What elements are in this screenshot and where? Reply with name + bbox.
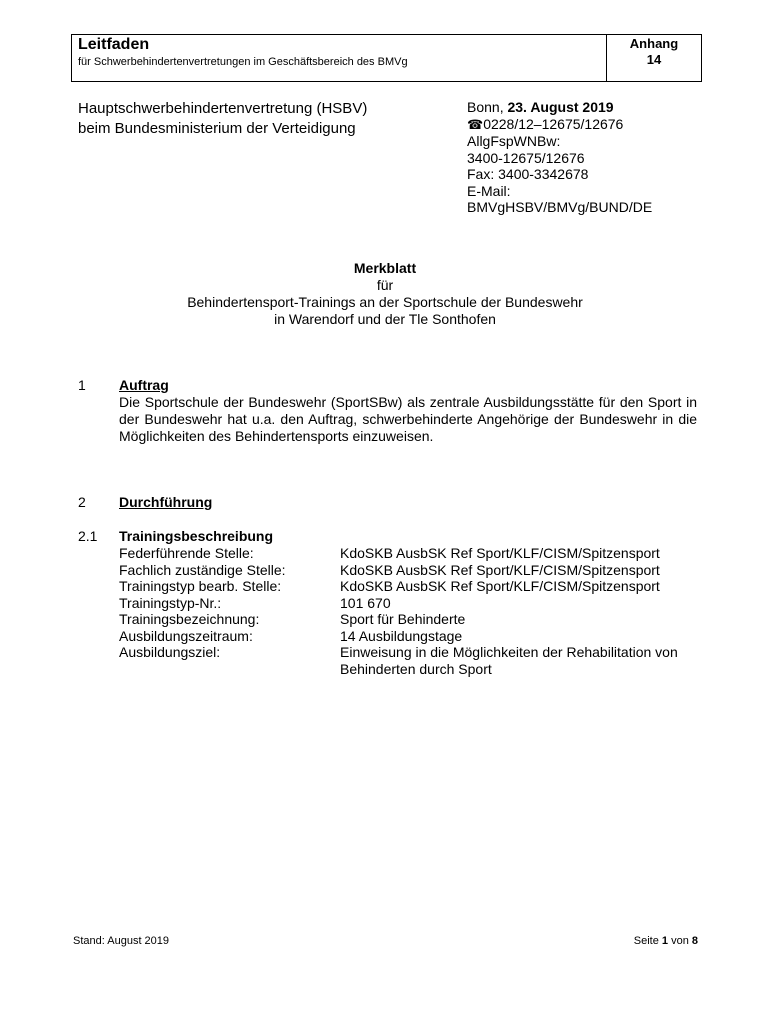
document-heading bbox=[0, 260, 770, 328]
row-value: KdoSKB AusbSK Ref Sport/KLF/CISM/Spitzensport bbox=[340, 545, 660, 561]
email-label: E-Mail: bbox=[467, 182, 511, 199]
row-value: KdoSKB AusbSK Ref Sport/KLF/CISM/Spitzensport bbox=[340, 578, 660, 594]
footer-page-number bbox=[634, 935, 698, 947]
annex-number: 14 bbox=[646, 52, 662, 67]
table-row bbox=[119, 545, 700, 562]
place-date-line bbox=[467, 99, 652, 116]
row-value: Einweisung in die Möglichkeiten der Rehabilitation von Behinderten durch Sport bbox=[340, 644, 678, 677]
page-total: 8 bbox=[691, 935, 698, 947]
table-row bbox=[119, 562, 700, 579]
section-1-number: 1 bbox=[78, 377, 86, 393]
allg-label: AllgFspWNBw: bbox=[467, 133, 561, 149]
table-row bbox=[119, 628, 700, 645]
table-row bbox=[119, 595, 700, 612]
sender-line-1: Hauptschwerbehindertenvertretung (HSBV) bbox=[78, 100, 368, 117]
row-value: 14 Ausbildungstage bbox=[340, 627, 463, 644]
heading-line-2: Behindertensport-Trainings an der Sportschule der Bundeswehr bbox=[187, 294, 583, 310]
section-1-title: Auftrag bbox=[119, 377, 169, 393]
section-2-1-title: Trainingsbeschreibung bbox=[119, 528, 274, 544]
row-value: Sport für Behinderte bbox=[340, 611, 466, 627]
fax: Fax: 3400-3342678 bbox=[467, 166, 589, 182]
row-key: Trainingsbezeichnung: bbox=[119, 611, 260, 627]
row-key: Ausbildungsziel: bbox=[119, 644, 221, 660]
contact-block bbox=[467, 99, 652, 216]
training-description-table bbox=[119, 545, 700, 677]
footer-stand: Stand: August 2019 bbox=[73, 935, 170, 947]
header-subtitle: für Schwerbehindertenvertretungen im Geschäftsbereich des BMVg bbox=[78, 56, 408, 68]
row-key: Fachlich zuständige Stelle: bbox=[119, 561, 286, 578]
phone-line bbox=[467, 116, 652, 134]
header-divider bbox=[606, 34, 607, 82]
row-value: KdoSKB AusbSK Ref Sport/KLF/CISM/Spitzensport bbox=[340, 561, 660, 578]
row-key: Trainingstyp bearb. Stelle: bbox=[119, 578, 282, 594]
sender-block bbox=[78, 99, 367, 139]
annex-label: Anhang bbox=[629, 36, 679, 51]
heading-line-1: für bbox=[376, 277, 394, 293]
date: 23. August 2019 bbox=[507, 99, 614, 115]
phone-number: 0228/12–12675/12676 bbox=[483, 115, 624, 132]
table-row bbox=[119, 578, 700, 595]
header-title: Leitfaden bbox=[78, 36, 150, 53]
place: Bonn, bbox=[467, 99, 508, 115]
email: BMVgHSBV/BMVg/BUND/DE bbox=[467, 199, 653, 215]
row-key: Ausbildungszeitraum: bbox=[119, 627, 253, 644]
table-row bbox=[119, 644, 700, 677]
page-prefix: Seite bbox=[633, 935, 662, 947]
table-row bbox=[119, 611, 700, 628]
heading-line-3: in Warendorf und der Tle Sonthofen bbox=[274, 311, 496, 327]
row-value: 101 670 bbox=[340, 594, 391, 611]
heading-title: Merkblatt bbox=[353, 260, 417, 276]
allg-number: 3400-12675/12676 bbox=[467, 149, 585, 166]
section-1-body: Die Sportschule der Bundeswehr (SportSBw) als zentrale Ausbildungsstätte für den Sport in der Bundeswehr hat u.a. den Auftrag, schwerbehinderte Angehörige der Bundeswehr in die Möglichkeiten des Behindertensports einzuweisen. bbox=[119, 394, 697, 444]
row-key: Federführende Stelle: bbox=[119, 545, 254, 561]
row-key: Trainingstyp-Nr.: bbox=[119, 594, 222, 611]
section-2-title: Durchführung bbox=[119, 494, 213, 510]
section-2-number: 2 bbox=[78, 494, 86, 510]
sender-line-2: beim Bundesministerium der Verteidigung bbox=[78, 120, 356, 137]
page-current: 1 bbox=[661, 935, 669, 947]
phone-icon: ☎ bbox=[467, 116, 484, 132]
page-middle: von bbox=[668, 935, 692, 947]
annex-label-block bbox=[608, 36, 700, 68]
section-2-1-number: 2.1 bbox=[78, 528, 98, 544]
